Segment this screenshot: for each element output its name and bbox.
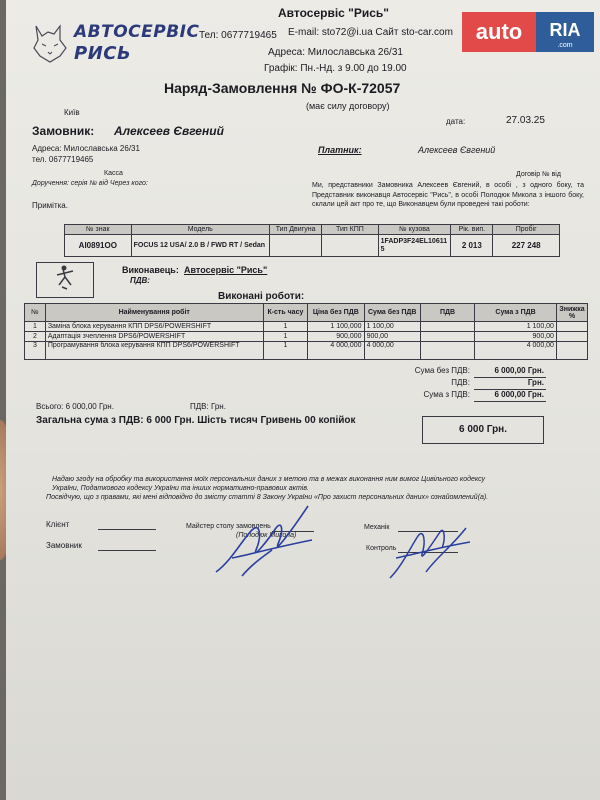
customer-name: Алексеев Євгений [114,124,224,138]
work-cell [556,322,587,332]
order-date: 27.03.25 [506,115,545,126]
works-header-cell: Знижка % [556,304,587,322]
control-label: Контроль [366,545,397,552]
stamp-image-box [36,262,94,298]
work-cell: 1 100,000 [308,322,364,332]
works-header-row [25,304,588,322]
grand-total-box [422,416,544,444]
vehicle-header-cell: Тип Двигуна [269,225,321,235]
vehicle-header-cell: № знак [65,225,132,235]
work-cell: 1 [263,322,307,332]
customer-address: Адреса: Милославська 26/31 [32,144,140,153]
work-cell [556,332,587,342]
payer-name: Алексеев Євгений [418,145,496,155]
customer-phone: тел. 0677719465 [32,155,94,164]
total-divider [474,389,546,390]
vehicle-header-cell: № кузова [378,225,451,235]
consent-line2: України, Податкового кодексу України та інших нормативно-правових актів. [52,485,309,492]
executor-name: Автосервіс "Рись" [184,265,268,275]
document-page [6,0,600,800]
vehicle-gearbox [322,235,378,257]
company-address: Адреса: Милославська 26/31 [268,47,403,58]
vehicle-vin: 1FADP3F24EL106115 [378,235,451,257]
brand-line2: РИСЬ [74,43,132,64]
lynx-logo-icon [30,22,70,66]
work-cell: 1 [263,342,307,360]
vat-label: ПДВ: [451,378,470,387]
works-header-cell: Ціна без ПДВ [308,304,364,322]
consent-line3: Посвідчую, що з правами, які мені відповідно до змісту статті 8 Закону України «Про захист персональних даних» ознайомлений(а). [46,494,489,501]
works-header-cell: Найменування робіт [45,304,263,322]
works-table [24,303,588,360]
order-title: Наряд-Замовлення № ФО-К-72057 [164,80,401,96]
vehicle-mileage: 227 248 [493,235,560,257]
work-cell: 1 [25,322,46,332]
total-divider [474,377,546,378]
work-cell [420,342,474,360]
work-cell: 900,00 [475,332,557,342]
work-cell: 4 000,00 [475,342,557,360]
works-title: Виконані роботи: [218,291,305,302]
mechanic-label: Механік [364,524,390,531]
vehicle-header-row [65,225,560,235]
works-header-cell: Сума без ПДВ [364,304,420,322]
master-signature-icon [212,500,322,580]
sum-vat-label: Сума з ПДВ: [423,390,470,399]
work-cell [420,322,474,332]
orderer-sign-line [98,550,156,551]
vehicle-value-row [65,235,560,257]
works-header-cell: ПДВ [420,304,474,322]
note-label: Примітка. [32,201,68,210]
work-cell: 1 [263,332,307,342]
control-signature-icon [386,518,476,584]
kasa-label: Касса [104,170,123,177]
work-cell: Програмування блока керування КПП DPS6/POWERSHIFT [45,342,263,360]
company-email: E-mail: sto72@i.ua Сайт sto-car.com [288,27,453,38]
contract-text: Ми, представники Замовника Алексеев Євгений, в особі , з одного боку, та Представник виконавця Автосервіс "Рись", в особі Полодюк Микола з іншого боку, склали цей акт про те, що Виконавцем були проведені такі роботи: [312,182,584,208]
watermark-ria-text: RIA [549,20,581,40]
table-row [25,332,588,342]
vehicle-plate: AI0891OO [65,235,132,257]
work-cell [556,342,587,360]
work-cell: 1 100,00 [364,322,420,332]
work-cell: Адаптація зчеплення DPS6/POWERSHIFT [45,332,263,342]
brand-line1: АВТОСЕРВІС [74,22,200,42]
work-cell: 4 000,00 [364,342,420,360]
client-sign-line [98,529,156,530]
work-cell: 3 [25,342,46,360]
mechanic-figure-icon [37,263,93,297]
pdv-left: ПДВ: Грн. [190,402,226,411]
order-date-label: дата: [446,117,466,126]
watermark-ria [536,12,594,52]
vat-value: Грн. [527,378,544,387]
total-divider [474,401,546,402]
work-cell: 1 100,00 [475,322,557,332]
master-label: Майстер столу замовлень [186,523,271,530]
total-left: Всього: 6 000,00 Грн. [36,402,114,411]
vehicle-table [64,224,560,257]
work-cell: 900,00 [364,332,420,342]
grand-total-text: Загальна сума з ПДВ: 6 000 Грн. Шість тисяч Гривень 00 копійок [36,415,356,426]
works-header-cell: № [25,304,46,322]
vehicle-header-cell: Тип КПП [322,225,378,235]
doruchennya-line: Доручення: серія № від Через кого: [32,180,148,187]
sum-no-vat-label: Сума без ПДВ: [414,366,470,375]
work-cell: Заміна блока керування КПП DPS6/POWERSHIFT [45,322,263,332]
sum-vat-value: 6 000,00 Грн. [494,390,544,399]
client-label: Клієнт [46,520,70,529]
watermark-auto: auto [462,12,536,52]
vehicle-header-cell: Пробіг [493,225,560,235]
executor-label: Виконавець: [122,265,179,275]
sum-no-vat-value: 6 000,00 Грн. [494,366,544,375]
orderer-label: Замовник [46,541,82,550]
payer-label: Платник: [318,145,362,155]
table-row [25,322,588,332]
work-cell: 900,000 [308,332,364,342]
vehicle-year: 2 013 [451,235,493,257]
company-name: Автосервіс "Рись" [278,6,389,20]
table-row [25,342,588,360]
work-cell [420,332,474,342]
order-subtitle: (має силу договору) [306,101,390,111]
executor-pdv: ПДВ: [130,276,150,285]
grand-total-value: 6 000 Грн. [458,424,508,435]
contract-number: Договір № від [516,171,561,178]
master-name: (Полодюк Микола) [236,532,297,539]
works-header-cell: Сума з ПДВ [475,304,557,322]
vehicle-header-cell: Модель [131,225,269,235]
work-cell: 4 000,000 [308,342,364,360]
work-cell: 2 [25,332,46,342]
works-header-cell: К-сть часу [263,304,307,322]
customer-label: Замовник: [32,124,95,138]
consent-line1: Надаю згоду на обробку та використання моїх персональних даних з метою та в межах виконання ним вимог Цивільного кодексу [52,476,485,483]
watermark-ria-domain: .com [557,42,573,49]
vehicle-header-cell: Рік. вип. [451,225,493,235]
company-phone: Тел: 0677719465 [199,30,277,41]
auto-ria-watermark [462,12,594,52]
vehicle-engine [269,235,321,257]
company-schedule: Графік: Пн.-Нд. з 9.00 до 19.00 [264,63,407,74]
order-city: Київ [64,108,80,117]
vehicle-model: FOCUS 12 USA/ 2.0 B / FWD RT / Sedan [131,235,269,257]
